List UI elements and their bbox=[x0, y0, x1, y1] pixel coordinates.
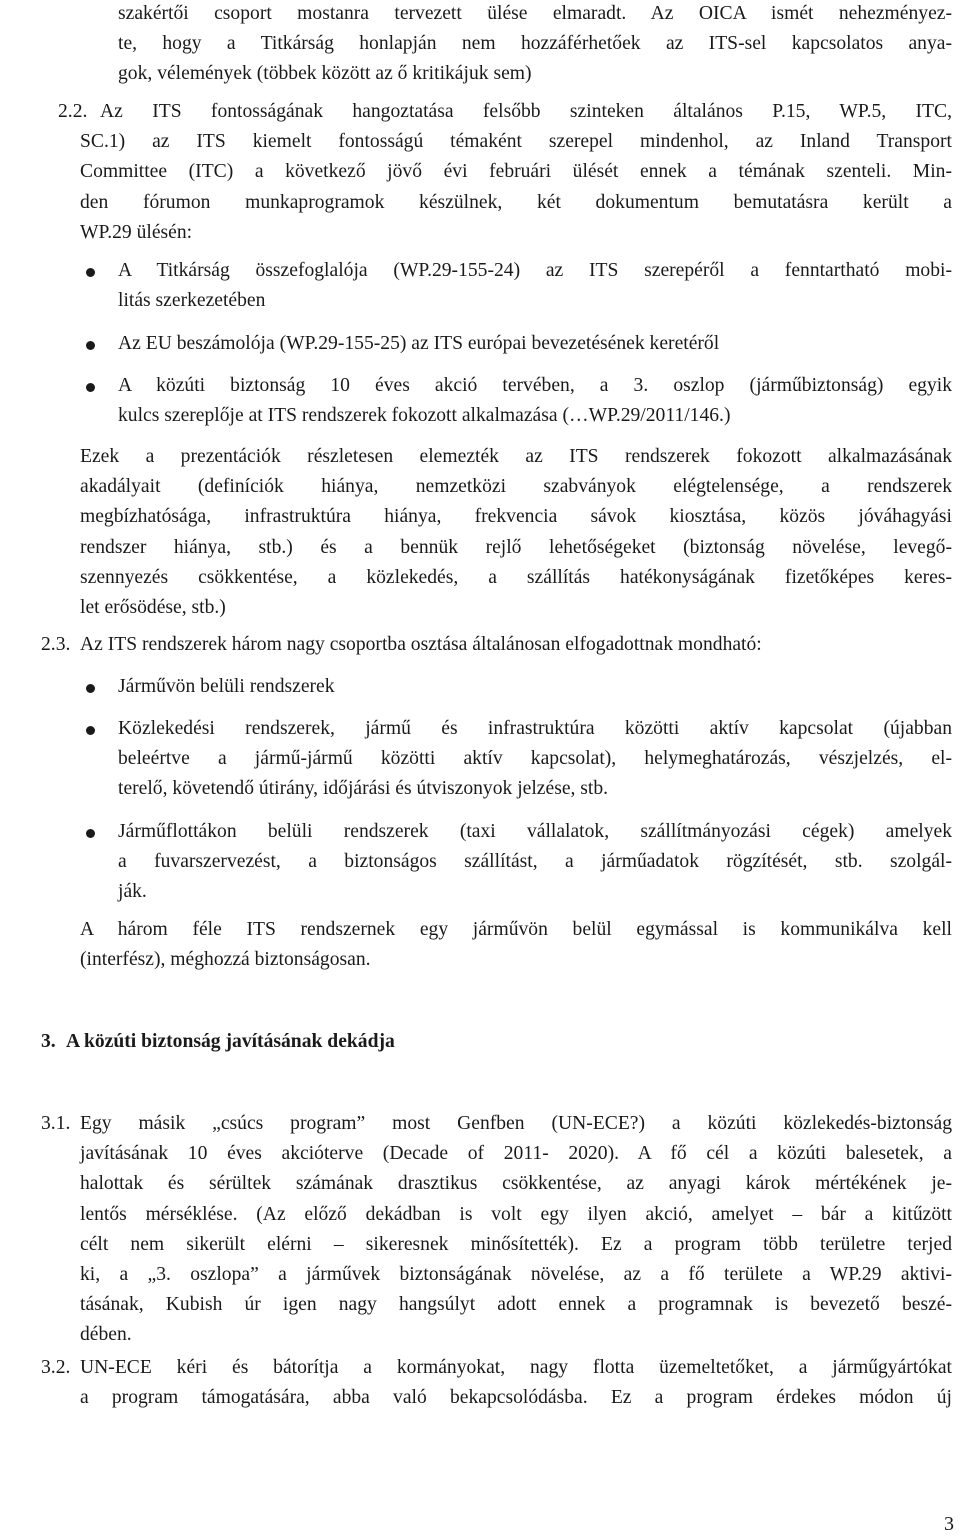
section-3-1-text: Egy másik „csúcs program” most Genfben (UN-ECE?) a közúti közlekedés-biztonság javításának 10 éves akcióterve (Decade of 2011- 2020). A fő cél a közúti balesetek, a halottak és sérültek számának drasztikus csökkentése, az anyagi károk mértékének je- lentős mérséklése. (Az előző dekádban is volt egy ilyen akció, amelyet – bár a kitűzött célt nem sikerült elérni – sikeresnek minősítették). Ez a program több területre terjed ki, a „3. oszlopa” a járművek biztonságának növelése, az a fő területe a WP.29 aktivi- tásának, Kubish úr igen nagy hangsúlyt adott ennek a programnak is bevezető beszé- dében. bbox=[80, 1113, 952, 1346]
list-item: Közlekedési rendszerek, jármű és infrastruktúra közötti aktív kapcsolat (újabban beleértve a jármű-jármű közötti aktív kapcsolat), helymeghatározás, vészjelzés, el- terelő, követendő útirány, időjárási és útviszonyok jelzése, stb. bbox=[118, 718, 952, 800]
section-heading: A közúti biztonság javításának dekádja bbox=[66, 1031, 395, 1052]
bullet-icon bbox=[86, 383, 95, 392]
text-line: SC.1) az ITS kiemelt fontosságú témaként szerepel mindenhol, az Inland Transport bbox=[80, 131, 952, 153]
text-line: den fórumon munkaprogramok készülnek, két dokumentum bemutatásra került a bbox=[80, 191, 952, 213]
list-item: Járművön belüli rendszerek bbox=[118, 676, 335, 697]
section-2-2-text bbox=[80, 97, 952, 248]
section-number: 3.2. bbox=[41, 1357, 71, 1378]
text-line: WP.29 ülésén: bbox=[80, 221, 193, 243]
section-2-3-paragraph: A három féle ITS rendszernek egy járművön belül egymással is kommunikálva kell (interfész), méghozzá biztonságosan. bbox=[80, 919, 952, 971]
section-2-3-text: Az ITS rendszerek három nagy csoportba osztása általánosan elfogadottnak mondható: bbox=[80, 634, 762, 655]
section-number: 3. bbox=[41, 1031, 56, 1052]
bullet-icon bbox=[86, 684, 95, 693]
intro-paragraph bbox=[118, 0, 952, 90]
text-line: te, hogy a Titkárság honlapján nem hozzáférhetőek az ITS-sel kapcsolatos anya- bbox=[118, 33, 952, 55]
text-line: szakértői csoport mostanra tervezett ülése elmaradt. Az OICA ismét nehezményez- bbox=[118, 3, 952, 24]
list-item: Járműflottákon belüli rendszerek (taxi vállalatok, szállítmányozási cégek) amelyek a fuvarszervezést, a biztonságos szállítást, a járműadatok rögzítését, stb. szolgál- ják. bbox=[118, 821, 952, 903]
text-line: gok, vélemények (többek között az ő kritikájuk sem) bbox=[118, 63, 532, 85]
section-number: 2.2. bbox=[58, 101, 88, 122]
text-line: Committee (ITC) a következő jövő évi februári ülését ennek a témának szenteli. Min- bbox=[80, 161, 952, 183]
section-number: 3.1. bbox=[41, 1113, 71, 1134]
section-number: 2.3. bbox=[41, 634, 71, 655]
bullet-icon bbox=[86, 341, 95, 350]
section-2-2-paragraph: Ezek a prezentációk részletesen elemezték az ITS rendszerek fokozott alkalmazásának akadályait (definíciók hiánya, nemzetközi szabványok elégtelensége, a rendszerek megbízhatósága, infrastruktúra hiánya, frekvencia sávok kiosztása, közös jóváhagyási rendszer hiánya, stb.) és a bennük rejlő lehetőségeket (biztonság növelése, levegő- szennyezés csökkentése, a közlekedés, a szállítás hatékonyságának fizetőképes keres- let erősödése, stb.) bbox=[80, 446, 952, 619]
section-3-2-text: UN-ECE kéri és bátorítja a kormányokat, nagy flotta üzemeltetőket, a járműgyártókat a program támogatására, abba való bekapcsolódásba. Ez a program érdekes módon új bbox=[80, 1357, 952, 1409]
page-number: 3 bbox=[944, 1513, 954, 1535]
list-item: Az EU beszámolója (WP.29-155-25) az ITS európai bevezetésének keretéről bbox=[118, 333, 720, 354]
bullet-icon bbox=[86, 726, 95, 735]
bullet-icon bbox=[86, 268, 95, 277]
bullet-icon bbox=[86, 829, 95, 838]
list-item: A Titkárság összefoglalója (WP.29-155-24) az ITS szerepéről a fenntartható mobi- litás szerkezetében bbox=[118, 260, 952, 312]
text-line: Az ITS fontosságának hangoztatása felsőbb szinteken általános P.15, WP.5, ITC, bbox=[100, 101, 952, 122]
list-item: A közúti biztonság 10 éves akció tervében, a 3. oszlop (járműbiztonság) egyik kulcs szereplője at ITS rendszerek fokozott alkalmazása (…WP.29/2011/146.) bbox=[118, 375, 952, 427]
